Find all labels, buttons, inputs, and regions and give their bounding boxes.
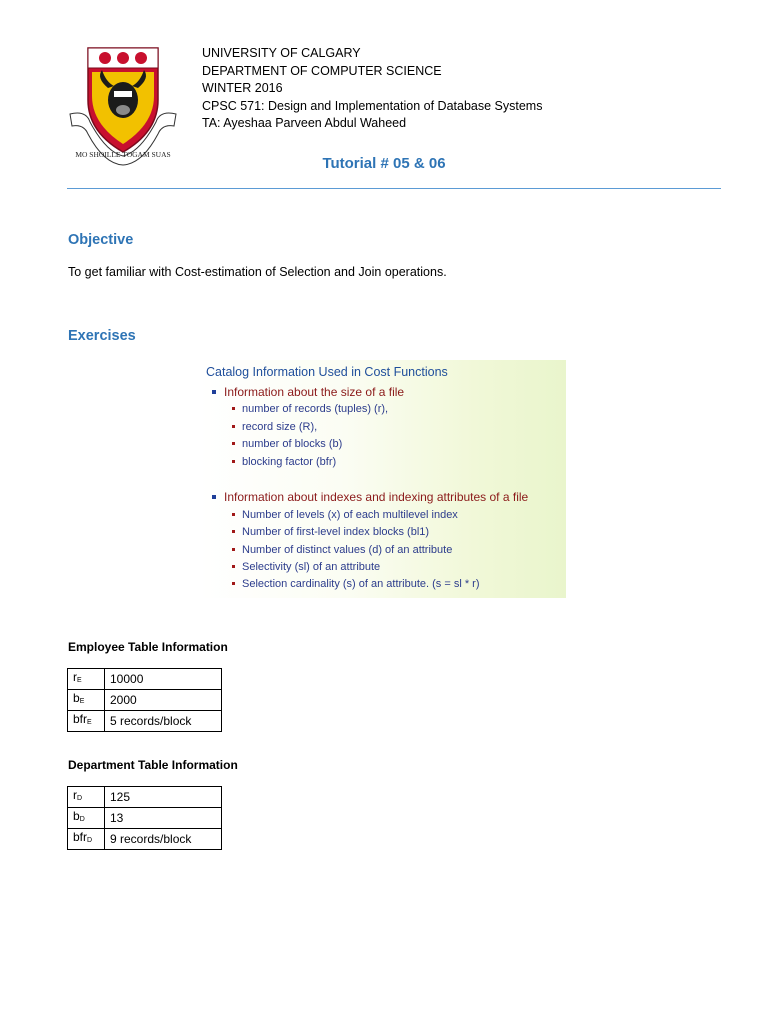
group-size-heading: Information about the size of a file xyxy=(212,385,404,399)
group-index-heading: Information about indexes and indexing attributes of a file xyxy=(212,490,528,504)
list-item: blocking factor (bfr) xyxy=(232,456,336,468)
list-item: Number of levels (x) of each multilevel index xyxy=(232,509,458,521)
bullet-icon xyxy=(232,530,235,533)
list-item: Selection cardinality (s) of an attribute. (s = sl * r) xyxy=(232,578,480,590)
crest-motto: MO SHOILLE TOGAM SUAS xyxy=(75,150,171,159)
bullet-icon xyxy=(232,565,235,568)
table-value: 2000 xyxy=(105,690,222,711)
list-item: Selectivity (sl) of an attribute xyxy=(232,561,380,573)
bullet-icon xyxy=(232,548,235,551)
bullet-icon xyxy=(232,425,235,428)
list-item: number of blocks (b) xyxy=(232,438,342,450)
bullet-icon xyxy=(212,495,216,499)
list-item: Number of distinct values (d) of an attribute xyxy=(232,544,452,556)
bullet-icon xyxy=(232,407,235,410)
catalog-info-slide xyxy=(200,360,566,598)
exercises-heading: Exercises xyxy=(68,328,136,344)
table-key: $r_D$ xyxy=(68,787,105,808)
list-item: record size (R), xyxy=(232,421,317,433)
university-crest-logo xyxy=(66,44,180,166)
table-value: 5 records/block xyxy=(105,711,222,732)
ta-name: TA: Ayeshaa Parveen Abdul Waheed xyxy=(202,116,407,131)
objective-heading: Objective xyxy=(68,232,134,248)
objective-text: To get familiar with Cost-estimation of Selection and Join operations. xyxy=(68,265,447,279)
employee-table xyxy=(67,668,222,732)
table-value: 9 records/block xyxy=(105,829,222,850)
table-row xyxy=(68,787,222,808)
university-name: UNIVERSITY OF CALGARY xyxy=(202,46,361,60)
department-name: DEPARTMENT OF COMPUTER SCIENCE xyxy=(202,63,442,78)
table-value: 13 xyxy=(105,808,222,829)
bullet-icon xyxy=(212,390,216,394)
table-value: 10000 xyxy=(105,669,222,690)
header-divider xyxy=(67,188,721,189)
table-row xyxy=(68,711,222,732)
table-key: $r_E$ xyxy=(68,669,105,690)
list-item: number of records (tuples) (r), xyxy=(232,403,388,415)
table-row xyxy=(68,690,222,711)
table-row xyxy=(68,669,222,690)
bullet-icon xyxy=(232,460,235,463)
table-key: $b_E$ xyxy=(68,690,105,711)
table-key: bfr$_D$ xyxy=(68,829,105,850)
list-item: Number of first-level index blocks (bl1) xyxy=(232,526,429,538)
tutorial-title: Tutorial # 05 & 06 xyxy=(322,155,446,172)
employee-table-caption: Employee Table Information xyxy=(68,640,228,654)
course-title: CPSC 571: Design and Implementation of Database Systems xyxy=(202,98,543,113)
slide-title: Catalog Information Used in Cost Functions xyxy=(206,365,448,379)
table-key: $b_D$ xyxy=(68,808,105,829)
department-table-caption: Department Table Information xyxy=(68,758,238,772)
bullet-icon xyxy=(232,442,235,445)
table-row xyxy=(68,829,222,850)
table-key: bfr$_E$ xyxy=(68,711,105,732)
bullet-icon xyxy=(232,513,235,516)
course-header xyxy=(202,45,542,133)
table-row xyxy=(68,808,222,829)
table-value: 125 xyxy=(105,787,222,808)
term: WINTER 2016 xyxy=(202,81,283,96)
department-table xyxy=(67,786,222,850)
bullet-icon xyxy=(232,582,235,585)
